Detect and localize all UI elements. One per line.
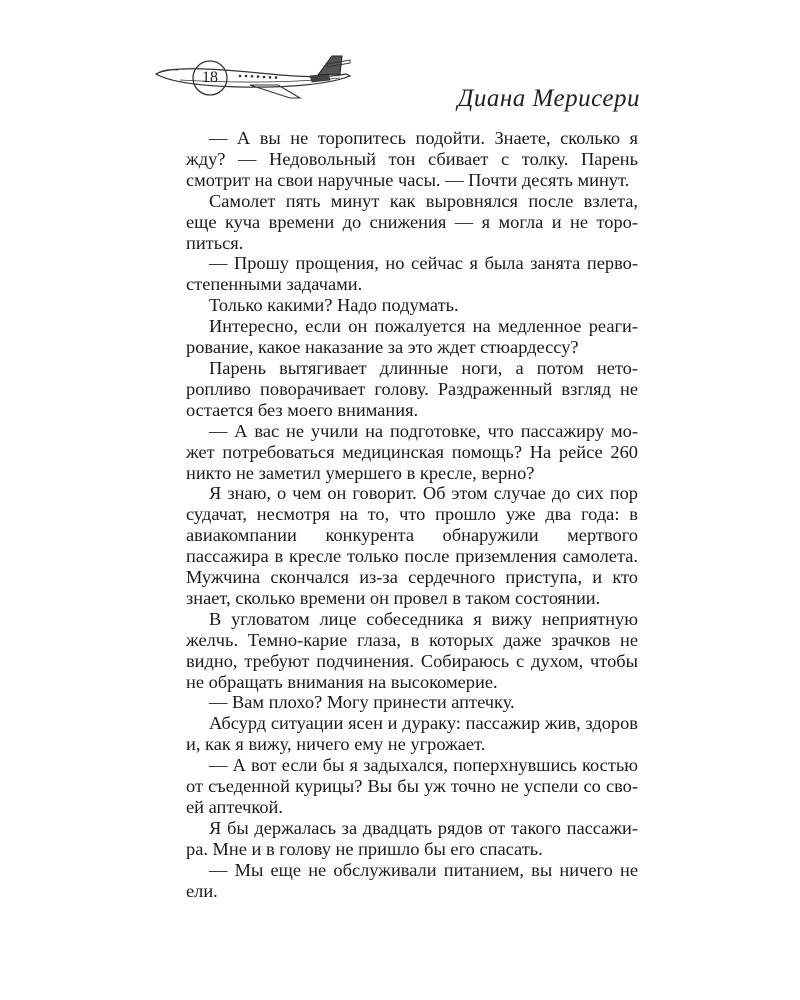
paragraph: — Мы еще не обслуживали питанием, вы ничего не ели.: [186, 859, 638, 901]
airplane-icon: [150, 52, 360, 104]
paragraph: Интересно, если он пожалуется на медленное реагирование, какое наказание за это ждет стюардессу?: [186, 316, 638, 358]
author-name: Диана Мерисери: [457, 85, 640, 112]
paragraph: Абсурд ситуации ясен и дураку: пассажир жив, здоров и, как я вижу, ничего ему не угрожает.: [186, 713, 638, 755]
paragraph: — А вас не учили на подготовке, что пассажиру может потребоваться медицинская помощь? На рейсе 260 никто не заметил умершего в кресле, верно?: [186, 420, 638, 483]
page-header: [0, 0, 800, 120]
paragraph: Я знаю, о чем он говорит. Об этом случае до сих пор судачат, несмотря на то, что прошло уже два года: в авиакомпании конкурента обнаружили мертвого пассажира в кресле только после приземления самолета. Мужчина скончался из-за сердечного приступа, и кто знает, сколько времени он провел в таком состоянии.: [186, 483, 638, 608]
paragraph: Только какими? Надо подумать.: [209, 295, 459, 316]
paragraph: Самолет пять минут как выровнялся после взлета, еще куча времени до снижения — я могла и не торопиться.: [186, 190, 638, 253]
body-text: [186, 128, 638, 902]
page-number: 18: [202, 69, 218, 86]
paragraph: — А вот если бы я задыхался, поперхнувшись костью от съеденной курицы? Вы бы уж точно не успели со своей аптечкой.: [186, 755, 638, 817]
paragraph: Я бы держалась за двадцать рядов от такого пассажира. Мне и в голову не пришло бы его спасать.: [186, 817, 638, 859]
paragraph: — Прошу прощения, но сейчас я была занята первостепенными задачами.: [186, 253, 638, 295]
paragraph: — Вам плохо? Могу принести аптечку.: [209, 692, 515, 713]
paragraph: — А вы не торопитесь подойти. Знаете, сколько я жду? — Недовольный тон сбивает с толку. Парень смотрит на свои наручные часы. — Почти десять минут.: [186, 128, 638, 190]
paragraph: В угловатом лице собеседника я вижу неприятную желчь. Темно-карие глаза, в которых даже зрачков не видно, требуют подчинения. Собираюсь с духом, чтобы не обращать внимания на высокомерие.: [186, 608, 638, 692]
paragraph: Парень вытягивает длинные ноги, а потом неторопливо поворачивает голову. Раздраженный взгляд не остается без моего внимания.: [186, 357, 638, 420]
